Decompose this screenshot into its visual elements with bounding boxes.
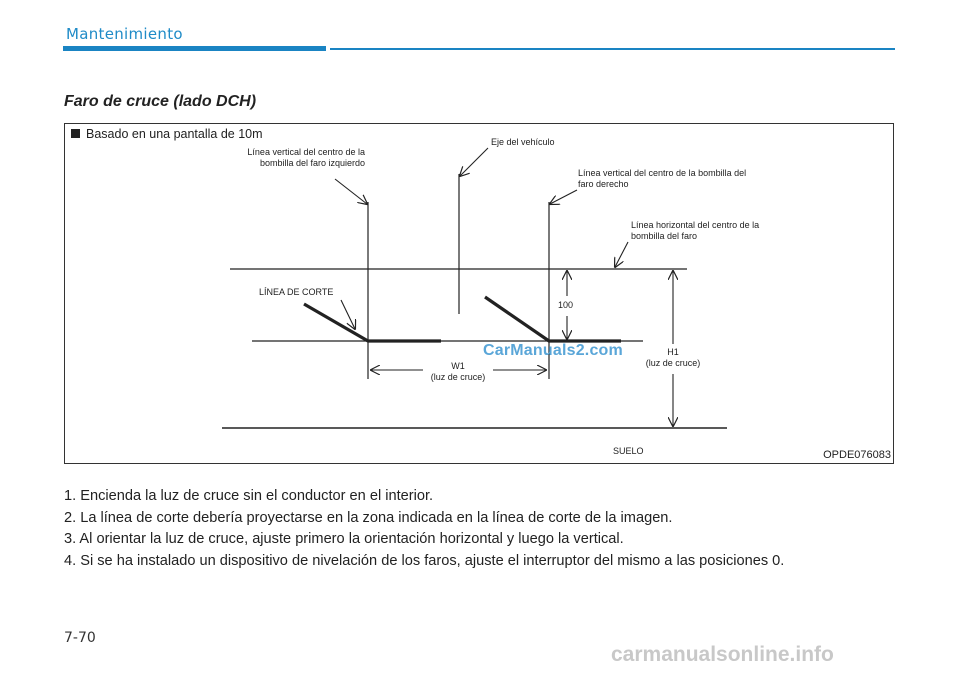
- instruction-list: [64, 486, 914, 572]
- basis-note-text: Basado en una pantalla de 10m: [86, 127, 263, 141]
- label-h1-note: (luz de cruce): [645, 358, 701, 368]
- header-rule-thick: [63, 46, 326, 51]
- label-horizontal-center: Línea horizontal del centro de la bombilla del faro: [631, 220, 760, 241]
- instruction-step: 3. Al orientar la luz de cruce, ajuste primero la orientación horizontal y luego la vertical.: [64, 531, 624, 548]
- page-subtitle: Faro de cruce (lado DCH): [64, 93, 257, 110]
- leader-horizontal-center: [615, 242, 628, 267]
- label-ground: SUELO: [613, 446, 644, 456]
- figure-watermark: CarManuals2.com: [483, 342, 623, 359]
- left-cutoff-pattern: [304, 304, 441, 341]
- label-left-vertical: Línea vertical del centro de la bombilla del faro izquierdo: [247, 147, 365, 168]
- header-rule-thin: [330, 48, 895, 50]
- right-cutoff-pattern: [485, 297, 621, 341]
- leader-right-vertical: [550, 190, 577, 204]
- label-w1-title: W1: [451, 361, 465, 371]
- label-right-vertical: Línea vertical del centro de la bombilla del faro derecho: [578, 168, 747, 189]
- label-w1-note: (luz de cruce): [430, 372, 486, 382]
- leader-vehicle-axis: [460, 148, 488, 176]
- label-h1-title: H1: [667, 347, 679, 357]
- label-h1: [628, 347, 718, 369]
- instruction-step: 2. La línea de corte debería proyectarse en la zona indicada en la línea de corte de la imagen.: [64, 509, 673, 526]
- label-w1: [413, 361, 503, 383]
- section-title: Mantenimiento: [66, 25, 183, 43]
- page-number: 7-70: [64, 630, 96, 646]
- headlamp-aim-diagram: [64, 123, 894, 464]
- bullet-square-icon: [71, 129, 80, 138]
- basis-note: [71, 127, 263, 141]
- label-cutoff-line: LÍNEA DE CORTE: [259, 287, 334, 297]
- leader-left-vertical: [335, 179, 367, 204]
- figure-code: OPDE076083: [823, 449, 891, 461]
- instruction-step: 1. Encienda la luz de cruce sin el conductor en el interior.: [64, 488, 434, 504]
- label-vehicle-axis: Eje del vehículo: [491, 137, 555, 147]
- label-distance-100: 100: [558, 300, 574, 310]
- leader-cutoff-line: [341, 300, 355, 329]
- diagram-drawing: [65, 124, 894, 464]
- site-watermark: carmanualsonline.info: [611, 643, 834, 666]
- instruction-step: 4. Si se ha instalado un dispositivo de nivelación de los faros, ajuste el interruptor del mismo a las posiciones 0.: [64, 552, 785, 569]
